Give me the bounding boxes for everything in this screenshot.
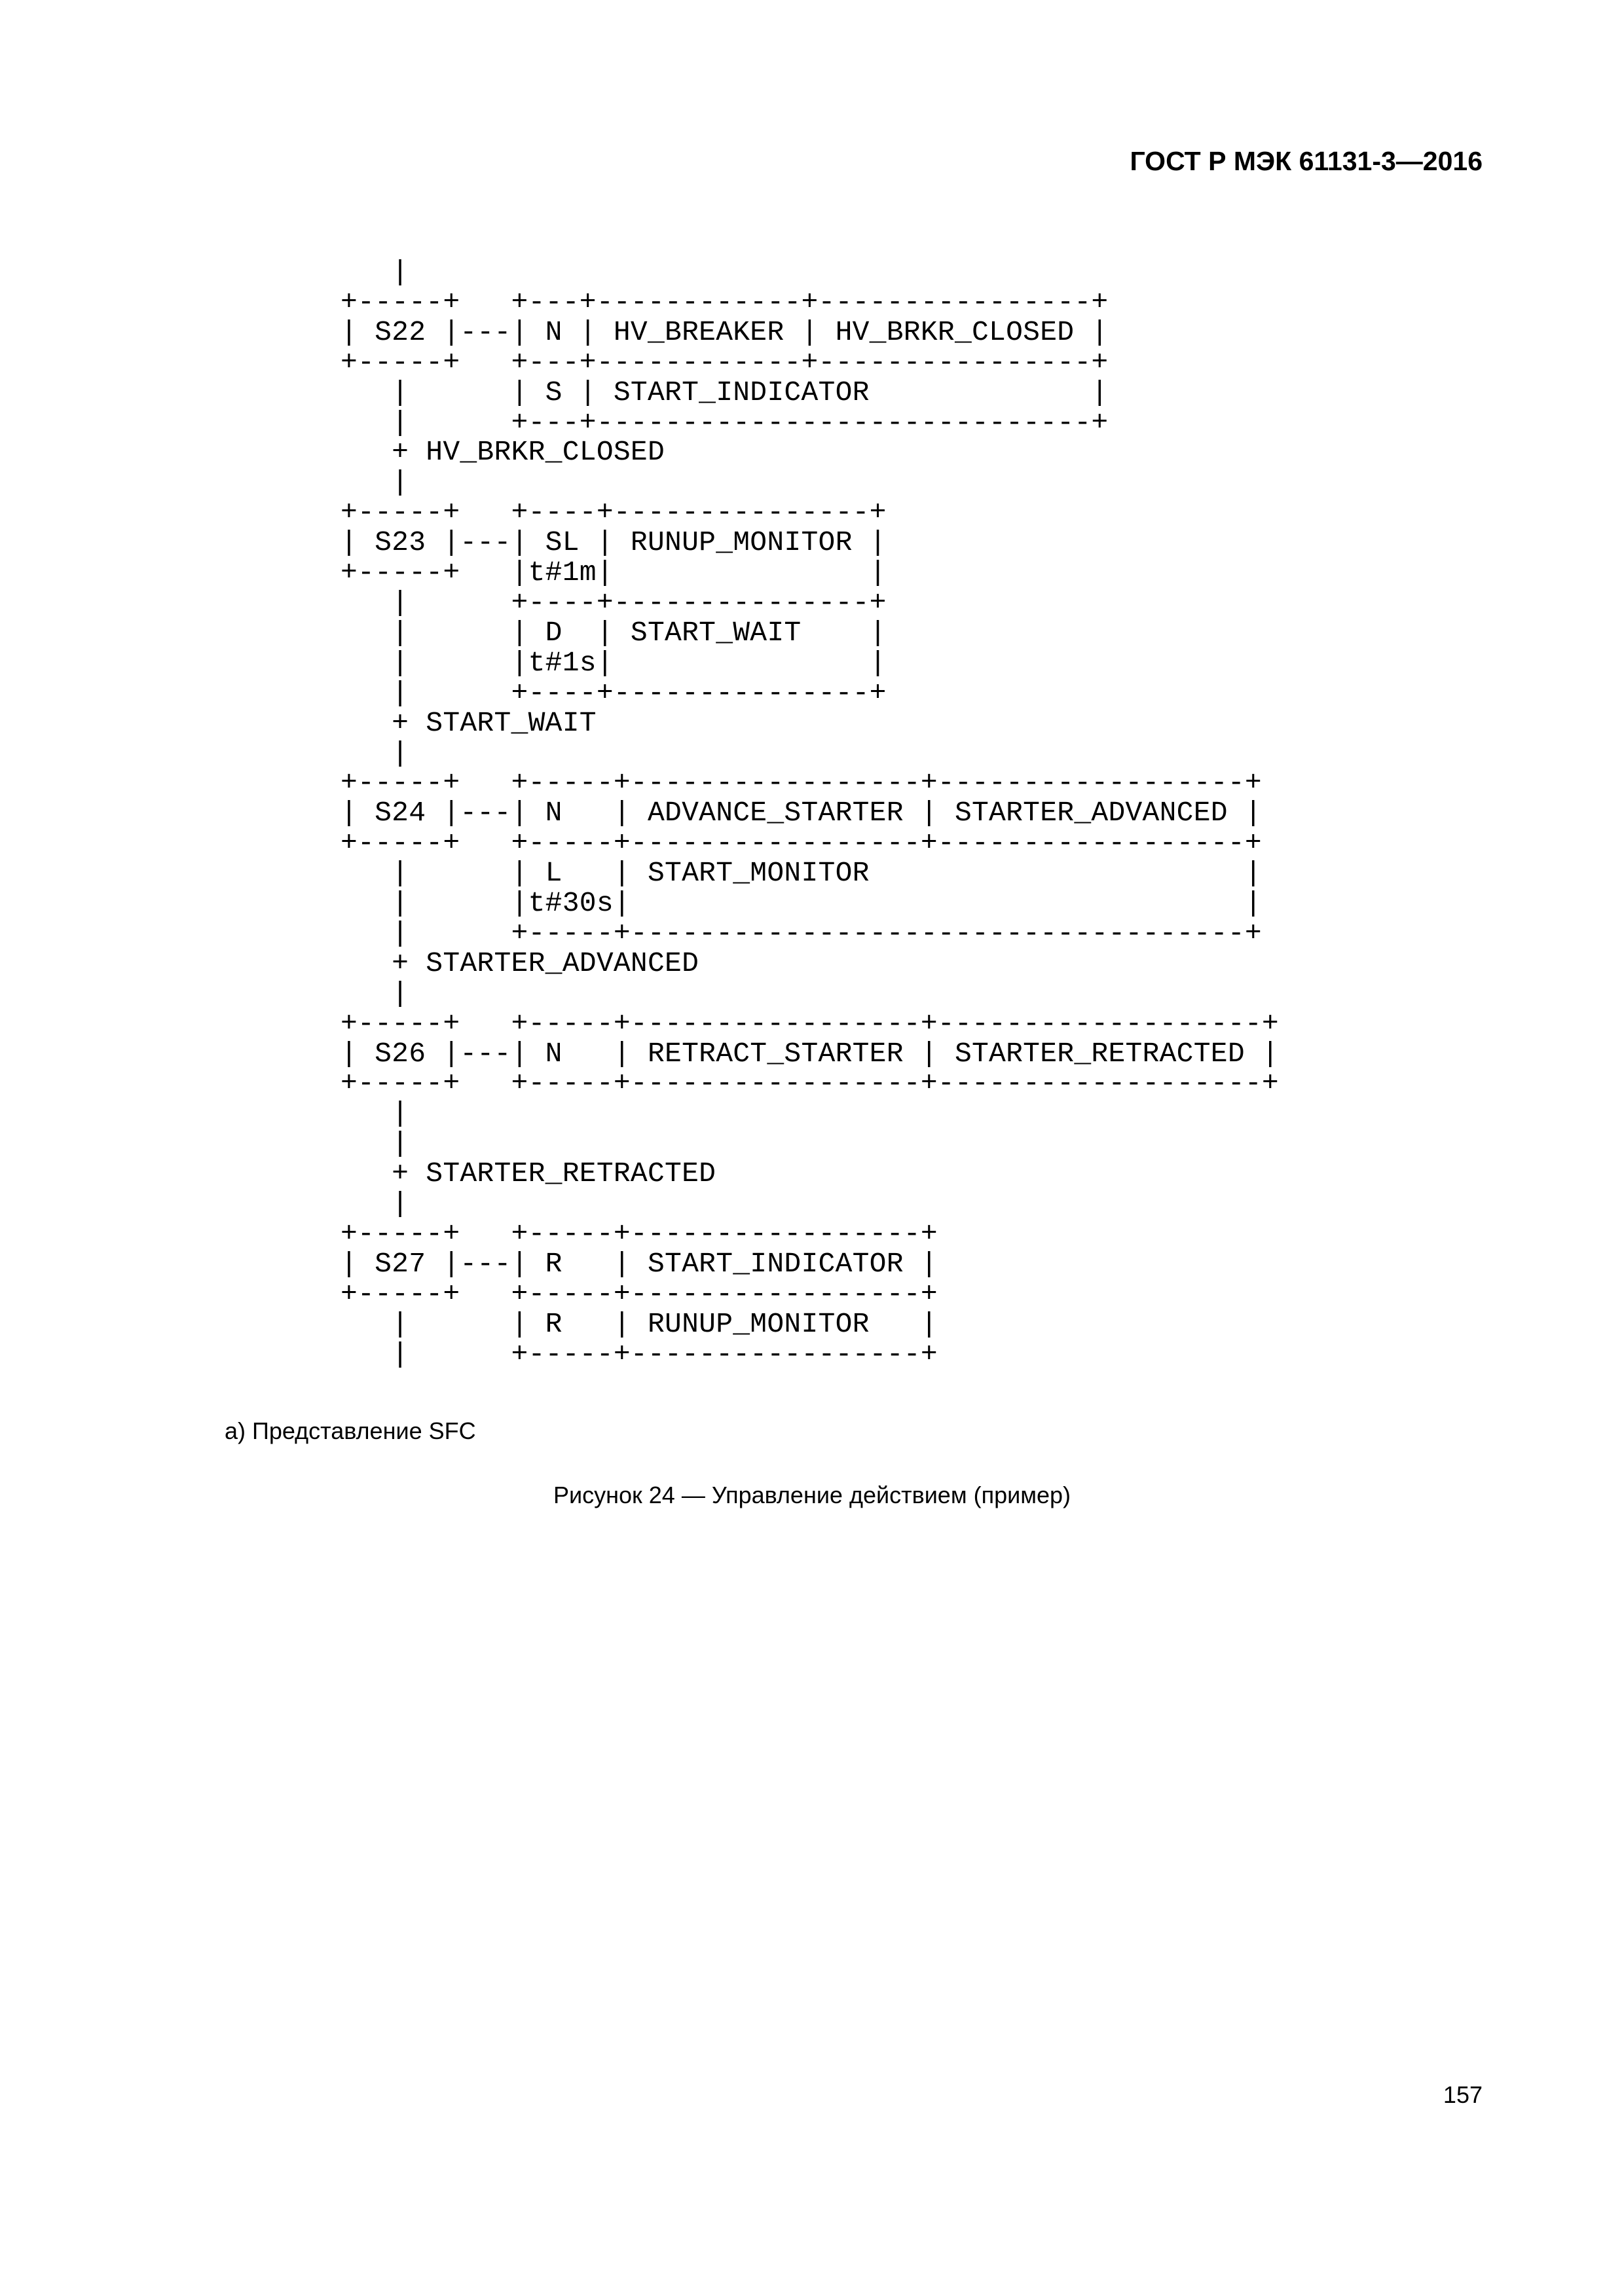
figure-subcaption: а) Представление SFC — [225, 1417, 476, 1444]
standard-code: ГОСТ Р МЭК 61131-3—2016 — [1130, 146, 1483, 176]
figure-caption: Рисунок 24 — Управление действием (пример) — [553, 1482, 1071, 1508]
sfc-diagram: | +-----+ +---+------------+----------------+ | S22 |---| N | HV_BREAKER | HV_BRKR_CLOSED | +-----+ +---+------------+----------------+ | | S | START_INDICATOR | | +---+-----------------------------+ + HV_BRKR_CLOSED | +-----+ +----+---------------+ | S23 |---| SL | RUNUP_MONITOR | +-----+ |t#1m| | | +----+---------------+ | | D | START_WAIT | | |t#1s| | | +----+---------------+ + START_WAIT | +-----+ +-----+-----------------+------------------+ | S24 |---| N | ADVANCE_STARTER | STARTER_ADVANCED | +-----+ +-----+-----------------+------------------+ | | L | START_MONITOR | | |t#30s| | | +-----+------------------------------------+ + STARTER_ADVANCED | +-----+ +-----+-----------------+-------------------+ | S26 |---| N | RETRACT_STARTER | STARTER_RETRACTED | +-----+ +-----+-----------------+-------------------+ | | + STARTER_RETRACTED | +-----+ +-----+-----------------+ | S27 |---| R | START_INDICATOR | +-----+ +-----+-----------------+ | | R | RUNUP_MONITOR | | +-----+-----------------+ — [341, 256, 1279, 1370]
page-number: 157 — [1443, 2081, 1483, 2108]
